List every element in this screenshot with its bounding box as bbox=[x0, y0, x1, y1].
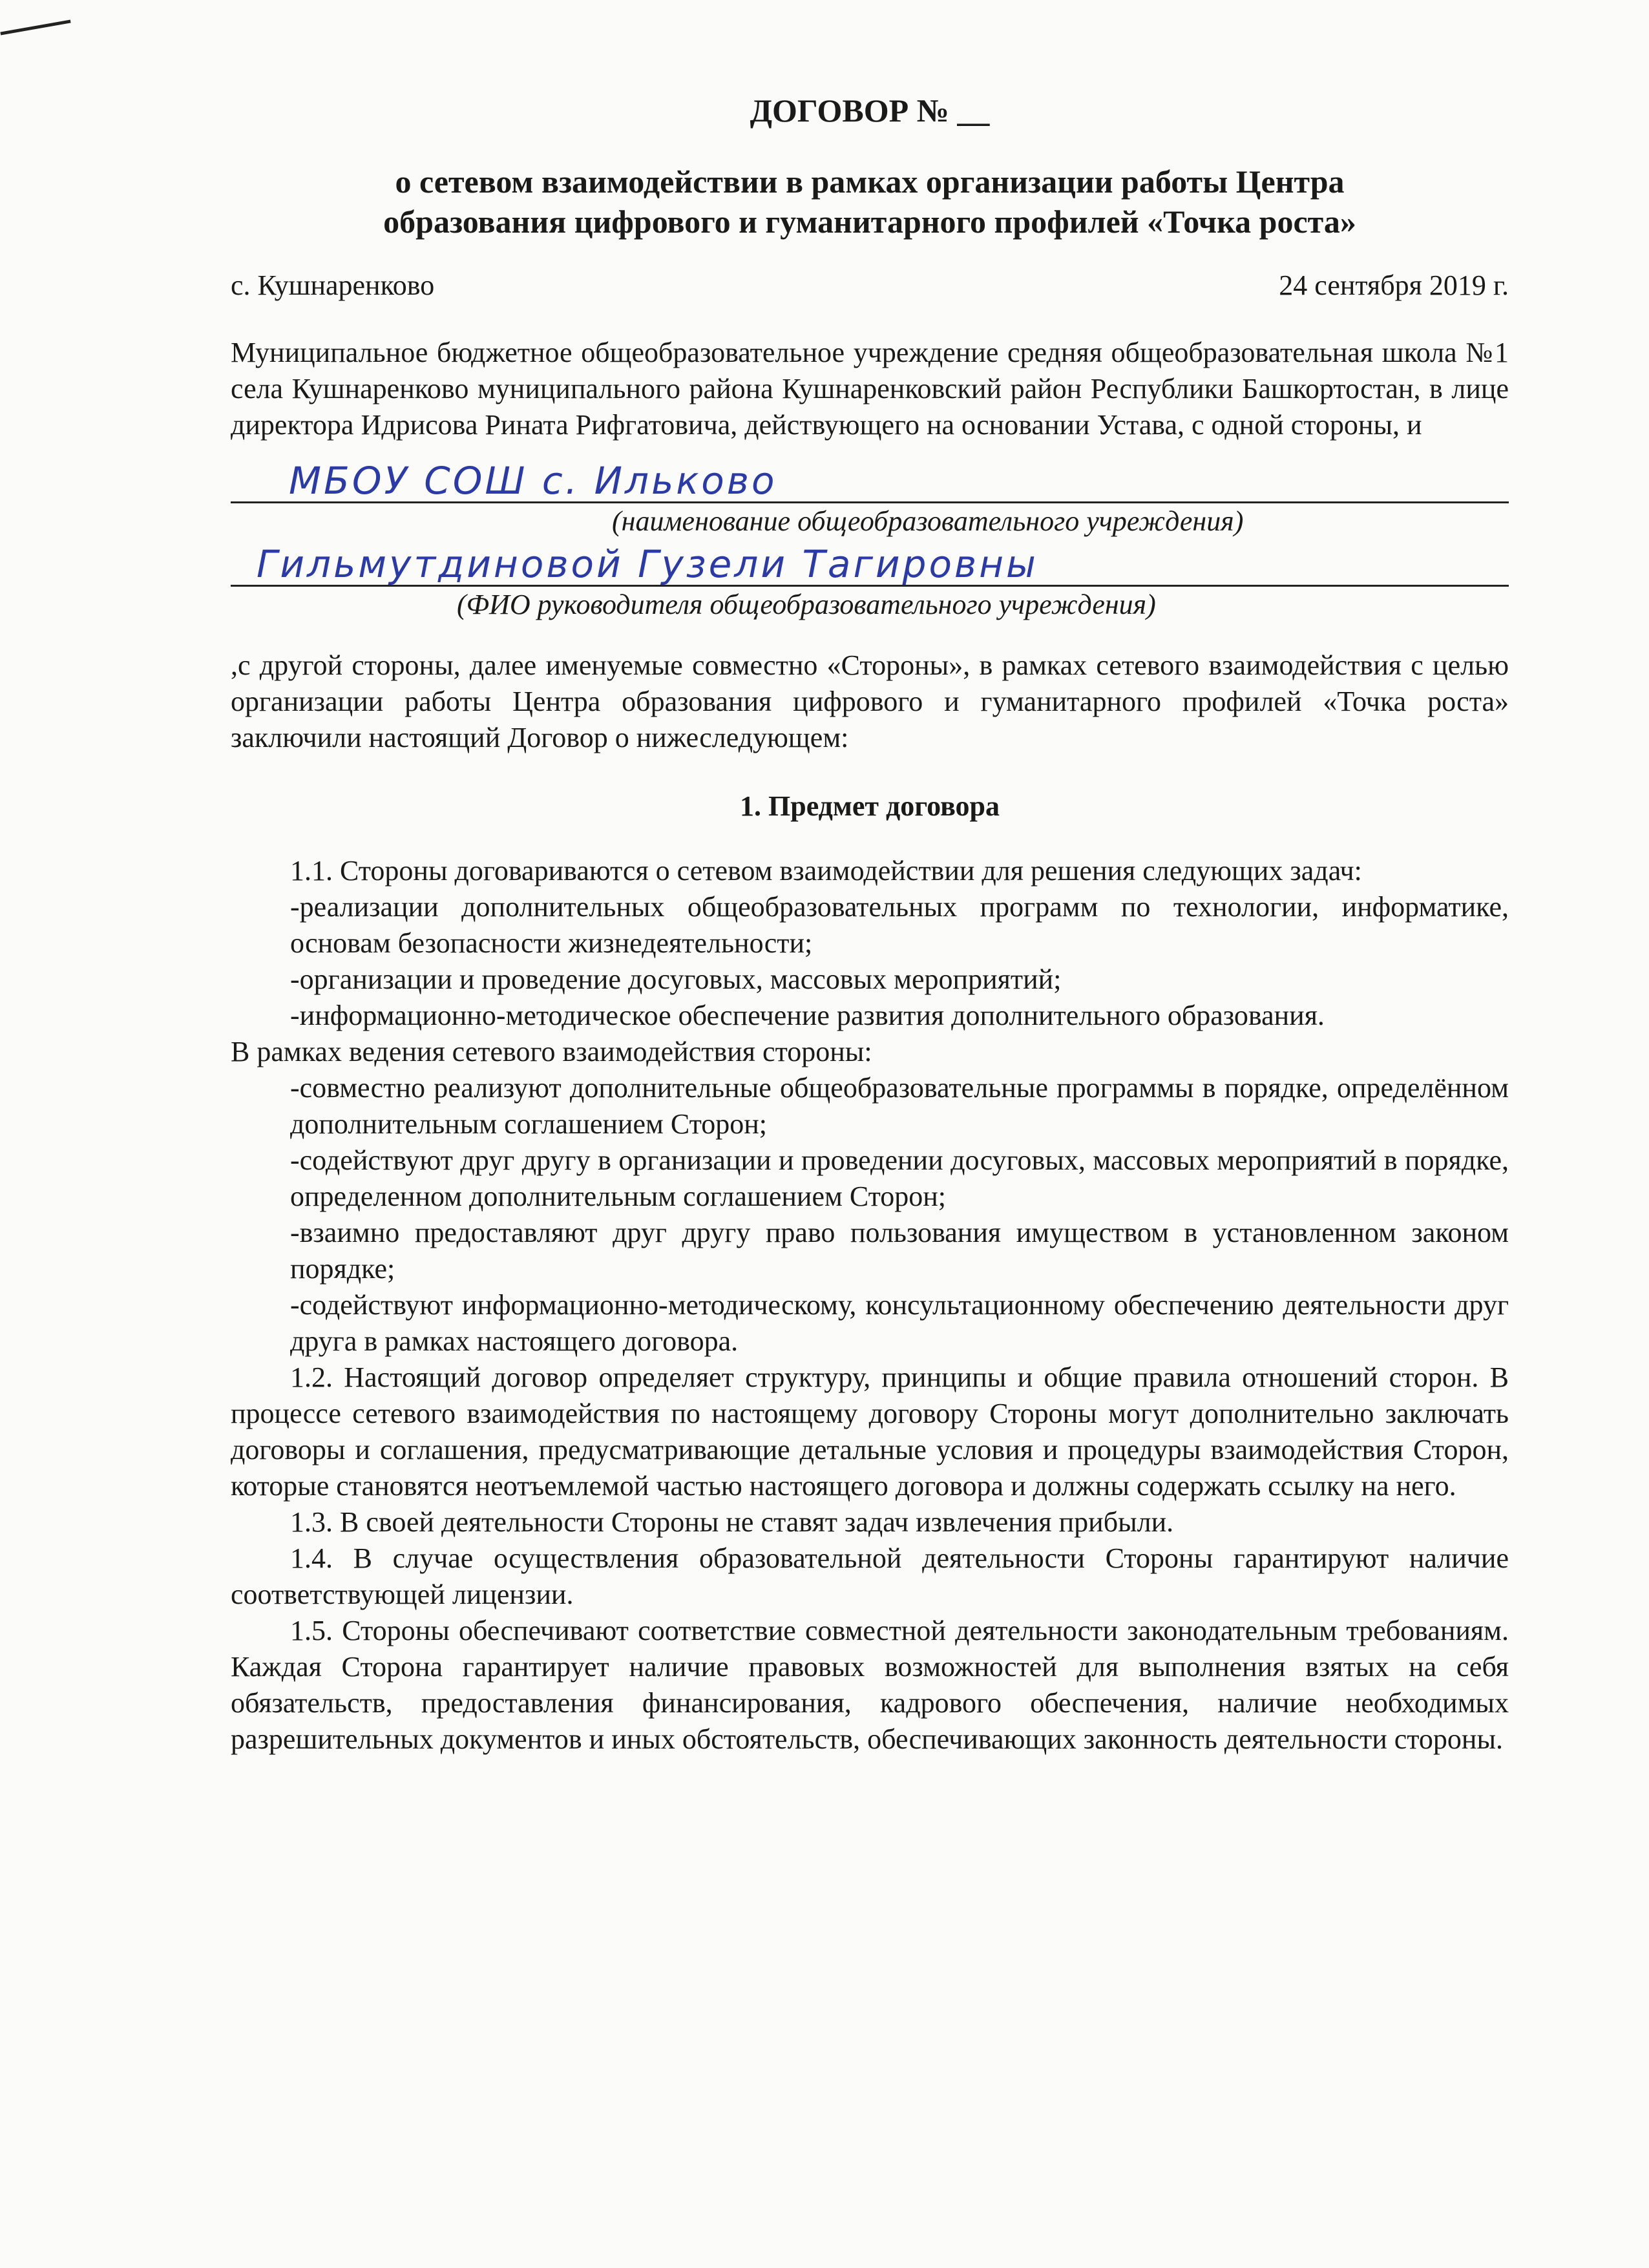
institution-field bbox=[231, 456, 1509, 540]
head-handwritten: Гильмутдиновой Гузели Тагировны bbox=[257, 542, 1038, 586]
clause-1-1: 1.1. Стороны договариваются о сетевом взаимодействии для решения следующих задач: bbox=[290, 855, 1362, 887]
contract-body bbox=[231, 90, 1509, 1758]
other-side-paragraph: ,с другой стороны, далее именуемые совместно «Стороны», в рамках сетевого взаимодействия с целью организации работы Центра образования цифрового и гуманитарного профилей «Точка роста» заключили настоящий Договор о нижеследующем: bbox=[231, 649, 1509, 753]
task-item: -организации и проведение досуговых, массовых мероприятий; bbox=[290, 963, 1062, 995]
task-item: -информационно-методическое обеспечение развития дополнительного образования. bbox=[290, 1000, 1325, 1031]
intro-paragraph: Муниципальное бюджетное общеобразовательное учреждение средняя общеобразовательная школа №1 села Кушнаренково муниципального района Кушнаренковский район Республики Башкортостан, в лице директора Идрисова Рината Рифгатовича, действующего на основании Устава, с одной стороны, и bbox=[231, 337, 1509, 441]
date: 24 сентября 2019 г. bbox=[1279, 269, 1509, 301]
head-blank-line bbox=[231, 540, 1509, 587]
contract-subtitle-line1: о сетевом взаимодействии в рамках организации работы Центра bbox=[395, 163, 1345, 200]
head-caption: (ФИО руководителя общеобразовательного учреждения) bbox=[457, 589, 1156, 620]
head-field bbox=[231, 540, 1509, 623]
clause-1-4: 1.4. В случае осуществления образовательной деятельности Стороны гарантируют наличие соответствующей лицензии. bbox=[231, 1542, 1509, 1610]
institution-handwritten: МБОУ СОШ с. Ильково bbox=[289, 459, 777, 503]
action-item: -содействуют информационно-методическому, консультационному обеспечению деятельности друг друга в рамках настоящего договора. bbox=[290, 1289, 1509, 1357]
institution-blank-line bbox=[231, 456, 1509, 503]
contract-subtitle-line2: образования цифрового и гуманитарного профилей «Точка роста» bbox=[383, 204, 1356, 240]
place: с. Кушнаренково bbox=[231, 269, 435, 301]
clause-1-5: 1.5. Стороны обеспечивают соответствие совместной деятельности законодательным требованиям. Каждая Сторона гарантирует наличие правовых возможностей для выполнения взятых на себя обязательств, предоставления финансирования, кадрового обеспечения, наличие необходимых разрешительных документов и иных обстоятельств, обеспечивающих законность деятельности стороны. bbox=[231, 1615, 1509, 1755]
within-line: В рамках ведения сетевого взаимодействия стороны: bbox=[231, 1036, 872, 1067]
scan-mark bbox=[0, 19, 70, 35]
contract-title: ДОГОВОР № __ bbox=[750, 92, 990, 129]
place-date-row bbox=[231, 268, 1509, 304]
clause-1-2: 1.2. Настоящий договор определяет структуру, принципы и общие правила отношений сторон. В процессе сетевого взаимодействия по настоящему договору Стороны могут дополнительно заключать договоры и соглашения, предусматривающие детальные условия и процедуры взаимодействия Сторон, которые становятся неотъемлемой частью настоящего договора и должны содержать ссылку на него. bbox=[231, 1361, 1509, 1502]
action-item: -совместно реализуют дополнительные общеобразовательные программы в порядке, определённом дополнительным соглашением Сторон; bbox=[290, 1072, 1509, 1140]
section-1-title: 1. Предмет договора bbox=[740, 790, 1000, 822]
task-item: -реализации дополнительных общеобразовательных программ по технологии, информатике, основам безопасности жизнедеятельности; bbox=[290, 891, 1509, 959]
action-item: -содействуют друг другу в организации и проведении досуговых, массовых мероприятий в порядке, определенном дополнительным соглашением Сторон; bbox=[290, 1144, 1509, 1212]
clause-1-3: 1.3. В своей деятельности Стороны не ставят задач извлечения прибыли. bbox=[290, 1506, 1174, 1538]
institution-caption: (наименование общеобразовательного учреждения) bbox=[612, 505, 1244, 537]
action-item: -взаимно предоставляют друг другу право пользования имуществом в установленном законом порядке; bbox=[290, 1217, 1509, 1285]
